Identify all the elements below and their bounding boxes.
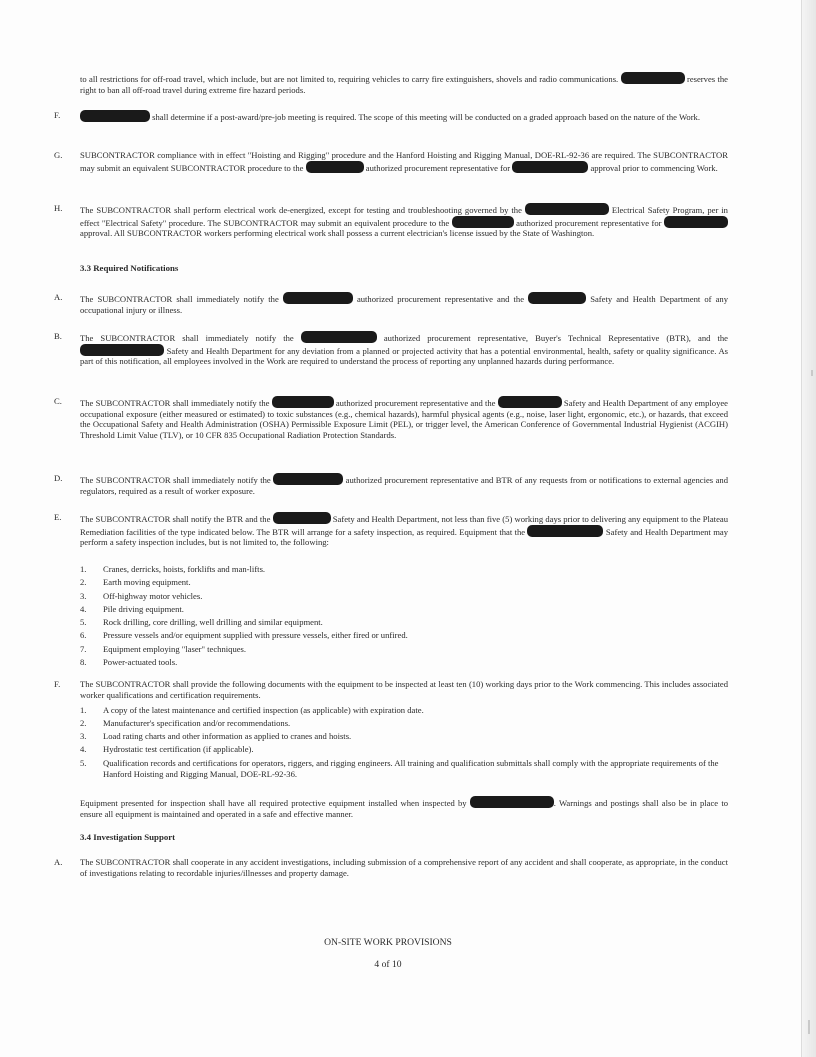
paragraph-g: SUBCONTRACTOR compliance with in effect "Hoisting and Rigging" procedure and the Hanford Hoisting and Rigging Manual, DOE-RL-92-36 are required. The SUBCONTRACTOR may submit an equivalent SUBCONTRACTOR procedure to the authorized procurement representative for approval prior to commencing Work. — [80, 150, 728, 173]
redaction-bar — [273, 473, 343, 485]
equipment-list — [80, 563, 728, 669]
item-letter-c: C. — [54, 396, 62, 406]
list-item: 4. Hydrostatic test certification (if applicable). — [80, 744, 254, 755]
list-item: 1. A copy of the latest maintenance and certified inspection (as applicable) with expiration date. — [80, 705, 424, 715]
page-number: 4 of 10 — [374, 959, 402, 970]
list-item: 2. Earth moving equipment. — [80, 577, 191, 588]
paragraph-f: shall determine if a post-award/pre-job meeting is required. The scope of this meeting will be conducted on a graded approach based on the nature of the Work. — [80, 110, 728, 123]
redaction-bar — [306, 161, 364, 173]
list-item: 8. Power-actuated tools. — [80, 657, 178, 668]
paragraph-c: The SUBCONTRACTOR shall immediately notify the authorized procurement representative and the Safety and Health Department of any employee occupational exposure (either measured or estimated) to toxic substances (e.g., chemical hazards), harmful physical agents (e.g., noise, laser light, ergonomic, etc.), or hazards, that exceed the Occupational Safety and Health Administration (OSHA) Permissible Exposure Limit (PEL), or trigger level, the American Conference of Governmental Industrial Hygienist (ACGIH) Threshold Limit Value (TLV), or 10 CFR 835 Occupational Radiation Protection Standards. — [80, 398, 728, 440]
item-letter-a-investigation: A. — [54, 857, 63, 867]
redaction-bar — [664, 216, 728, 228]
redaction-bar — [80, 344, 164, 356]
footer-title: ON-SITE WORK PROVISIONS — [324, 937, 452, 948]
redaction-bar — [273, 512, 331, 524]
redaction-bar — [452, 216, 514, 228]
list-item: 3. Load rating charts and other information as applied to cranes and hoists. — [80, 731, 352, 742]
redaction-bar — [528, 292, 586, 304]
item-letter-a: A. — [54, 292, 63, 302]
list-item: 2. Manufacturer's specification and/or recommendations. — [80, 718, 291, 729]
redaction-bar — [621, 72, 685, 84]
paragraph-d: The SUBCONTRACTOR shall immediately notify the authorized procurement representative and BTR of any requests from or notifications to external agencies and regulators, required as a result of worker exposure. — [80, 475, 729, 496]
paragraph-b: The SUBCONTRACTOR shall immediately notify the authorized procurement representative, Buyer's Technical Representative (BTR), and the Safety and Health Department for any deviation from a planned or projected activity that has a potential environmental, health, safety or quality significance. As part of this notification, all employees involved in the Work are required to understand the process of reporting any unplanned hazards during performance. — [80, 333, 728, 367]
redaction-bar — [527, 525, 603, 537]
list-item: 7. Equipment employing "laser" techniques. — [80, 643, 247, 654]
list-item: 5. Rock drilling, core drilling, well drilling and similar equipment. — [80, 617, 323, 628]
scan-edge — [801, 0, 816, 1057]
item-letter-g: G. — [54, 150, 63, 160]
item-letter-f: F. — [54, 110, 61, 120]
scan-mark — [808, 1020, 810, 1034]
redaction-bar — [272, 396, 334, 408]
item-letter-e: E. — [54, 512, 62, 522]
list-item: 4. Pile driving equipment. — [80, 603, 184, 614]
intro-continuation-paragraph: to all restrictions for off-road travel, which include, but are not limited to, requiring vehicles to carry fire extinguishers, shovels and radio communications. reserves the right to ban all off-road travel during extreme fire hazard periods. — [80, 74, 728, 95]
paragraph-f-documents: The SUBCONTRACTOR shall provide the following documents with the equipment to be inspected at least ten (10) working days prior to the Work commencing. This includes associated worker qualifications and certification requirements. — [80, 679, 728, 700]
redaction-bar — [301, 331, 377, 343]
redaction-bar — [512, 161, 588, 173]
list-item: 6. Pressure vessels and/or equipment supplied with pressure vessels, either fired or unfired. — [80, 630, 408, 641]
paragraph-e: The SUBCONTRACTOR shall notify the BTR and the Safety and Health Department, not less than five (5) working days prior to delivering any equipment to the Plateau Remediation facilities of the type indicated below. The BTR will arrange for a safety inspection, as required. Equipment that the Safety and Health Department may perform a safety inspection includes, but is not limited to, the following: — [80, 514, 728, 548]
section-heading-3-4: 3.4 Investigation Support — [80, 832, 176, 842]
redaction-bar — [525, 203, 609, 215]
item-letter-h: H. — [54, 203, 63, 213]
redaction-bar — [80, 110, 150, 122]
redaction-bar — [498, 396, 562, 408]
item-letter-f-documents: F. — [54, 679, 61, 689]
list-item: 5. Qualification records and certifications for operators, riggers, and rigging engineers. All training and qualification submittals shall comply with the appropriate requirements of the Hanford Hoisting and Rigging Manual, DOE-RL-92-36. — [80, 758, 719, 779]
paragraph-a-notifications: The SUBCONTRACTOR shall immediately notify the authorized procurement representative and the Safety and Health Department of any occupational injury or illness. — [80, 294, 728, 315]
list-item: 1. Cranes, derricks, hoists, forklifts and man-lifts. — [80, 564, 266, 574]
documents-list — [80, 704, 728, 780]
paragraph-h: The SUBCONTRACTOR shall perform electrical work de-energized, except for testing and troubleshooting governed by the Electrical Safety Program, per in effect "Electrical Safety" procedure. The SUBCONTRACTOR may submit an equivalent procedure to the authorized procurement representative for approval. All SUBCONTRACTOR workers performing electrical work shall possess a current electrician's license issued by the State of Washington. — [80, 205, 728, 239]
section-heading-3-3: 3.3 Required Notifications — [80, 263, 179, 273]
redaction-bar — [470, 796, 554, 808]
redaction-bar — [283, 292, 353, 304]
scan-mark — [811, 370, 813, 376]
item-letter-b: B. — [54, 331, 62, 341]
item-letter-d: D. — [54, 473, 63, 483]
list-item: 3. Off-highway motor vehicles. — [80, 590, 203, 601]
closing-paragraph-inspection: Equipment presented for inspection shall have all required protective equipment installed when inspected by . Warnings and postings shall also be in place to ensure all equipment is maintained and operated in a safe and effective manner. — [80, 798, 728, 819]
paragraph-a-investigation: The SUBCONTRACTOR shall cooperate in any accident investigations, including submission of a comprehensive report of any accident and shall cooperate, as appropriate, in the conduct of investigations relating to recordable injuries/illnesses and property damage. — [80, 857, 728, 878]
